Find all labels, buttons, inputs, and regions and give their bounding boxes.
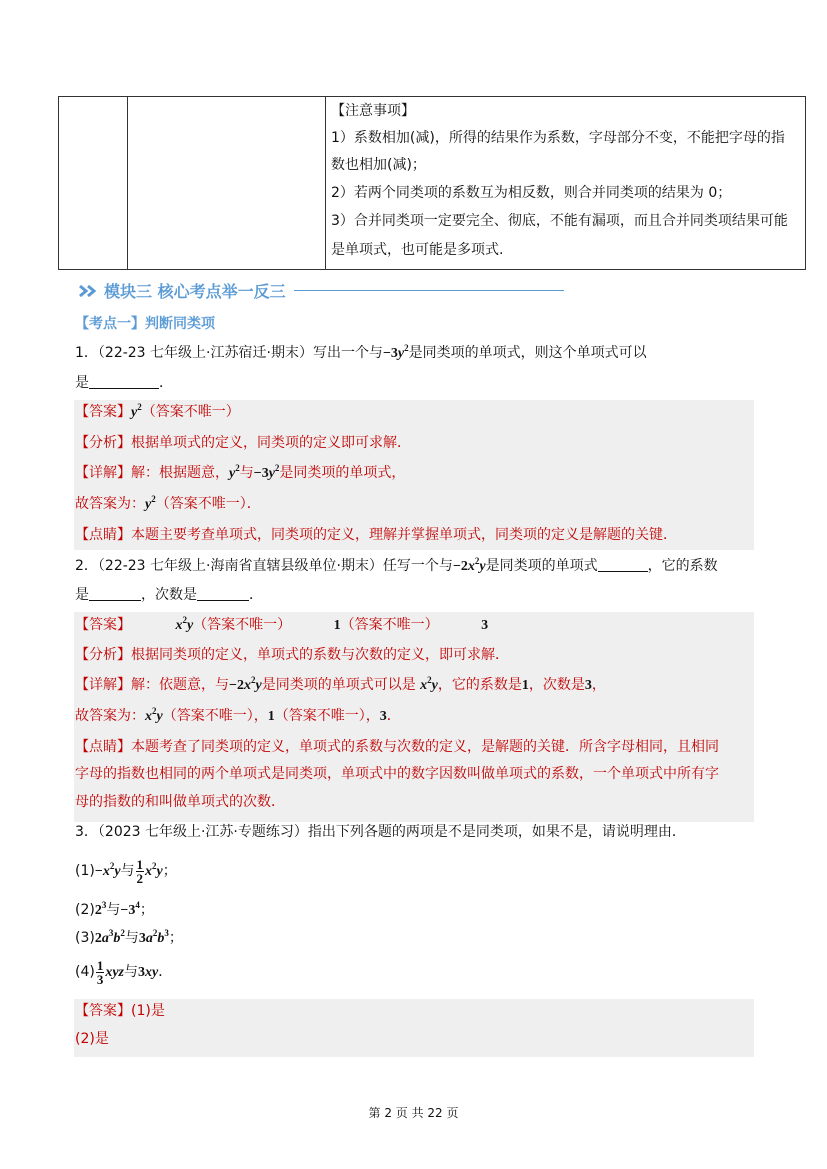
module-divider [294, 290, 564, 291]
note-line: 是单项式，也可能是多项式. [331, 242, 504, 258]
q2-stem-line2: 是 ，次数是 ． [75, 587, 263, 603]
q3-answer-line: (2)是 [75, 1031, 109, 1047]
q3-part-2: $(2)2^3$与$-3^4$； [75, 900, 154, 918]
q2-comment-line: 母的指数的和叫做单项式的次数． [75, 794, 285, 810]
q2-conclusion: 故答案为：$x^2y$（答案不唯一），1（答案不唯一），3． [75, 706, 401, 724]
q3-part-4: (4) $\frac{1}{3}$ xyz与3xy． [75, 957, 173, 987]
q2-answer: 【答案】 $x^2y$（答案不唯一） 1（答案不唯一） 3 [75, 615, 489, 633]
page-footer: 第 2 页 共 22 页 [368, 1106, 459, 1120]
answer-blank [89, 586, 141, 601]
answer-blank [598, 557, 648, 572]
q2-detail: 【详解】解：依题意，与$-2x^2y$是同类项的单项式可以是 $x^2y$，它的系数是1，次数是3， [75, 675, 606, 693]
q1-analysis: 【分析】根据单项式的定义，同类项的定义即可求解． [75, 435, 411, 451]
note-line: 3）合并同类项一定要完全、彻底，不能有漏项，而且合并同类项结果可能 [331, 213, 788, 229]
q2-stem: 2．（22-23 七年级上·海南省直辖县级单位·期末）任写一个与$-2x^2y$是同类项的单项式 ，它的系数 [75, 556, 718, 574]
q3-part-3: $(3)2a^3b^2$与$3a^2b^3$； [75, 928, 183, 946]
q2-analysis: 【分析】根据同类项的定义，单项式的系数与次数的定义，即可求解． [75, 647, 509, 663]
note-col-1 [59, 97, 128, 270]
note-col-2 [128, 97, 326, 270]
q1-comment: 【点睛】本题主要考查单项式，同类项的定义，理解并掌握单项式，同类项的定义是解题的关键． [75, 527, 677, 543]
q1-conclusion: 故答案为：$y^2$（答案不唯一）． [75, 494, 261, 512]
q1-answer: 【答案】$y^2$（答案不唯一） [75, 402, 240, 420]
note-line: 2）若两个同类项的系数互为相反数，则合并同类项的结果为 0； [331, 185, 732, 201]
fraction: $\frac{1}{3}$ [96, 957, 104, 987]
double-chevron-icon [78, 283, 100, 299]
kaodian-title: 【考点一】判断同类项 [75, 316, 215, 332]
fraction: $\frac{1}{2}$ [136, 856, 144, 886]
module-header [78, 279, 564, 302]
q1-detail: 【详解】解：根据题意，$y^2$与$-3y^2$是同类项的单项式， [75, 463, 406, 481]
note-line: 1）系数相加(减)，所得的结果作为系数，字母部分不变，不能把字母的指 [331, 130, 785, 146]
q2-comment: 【点睛】本题考查了同类项的定义，单项式的系数与次数的定义，是解题的关键．所含字母相同，且相同 [75, 739, 719, 755]
q2-comment-line: 字母的指数也相同的两个单项式是同类项，单项式中的数字因数叫做单项式的系数，一个单项式中所有字 [75, 766, 719, 782]
q3-answer: 【答案】(1)是 [75, 1003, 165, 1019]
note-line: 数也相加(减)； [331, 157, 426, 173]
module-title: 模块三 核心考点举一反三 [104, 282, 286, 301]
q1-stem-line2: 是 ． [75, 375, 173, 391]
q3-part-1: $(1)-x^2y$与 $\frac{1}{2}$ $x^2y$； [75, 856, 177, 886]
answer-blank [197, 586, 249, 601]
answer-blank [89, 374, 159, 389]
note-title: 【注意事项】 [331, 103, 415, 119]
q1-stem: 1．（22-23 七年级上·江苏宿迁·期末）写出一个与$-3y^2$是同类项的单项式，则这个单项式可以 [75, 343, 647, 361]
q3-answer-box [74, 999, 754, 1057]
q3-stem: 3．（2023 七年级上·江苏·专题练习）指出下列各题的两项是不是同类项，如果不是，请说明理由． [75, 824, 686, 840]
